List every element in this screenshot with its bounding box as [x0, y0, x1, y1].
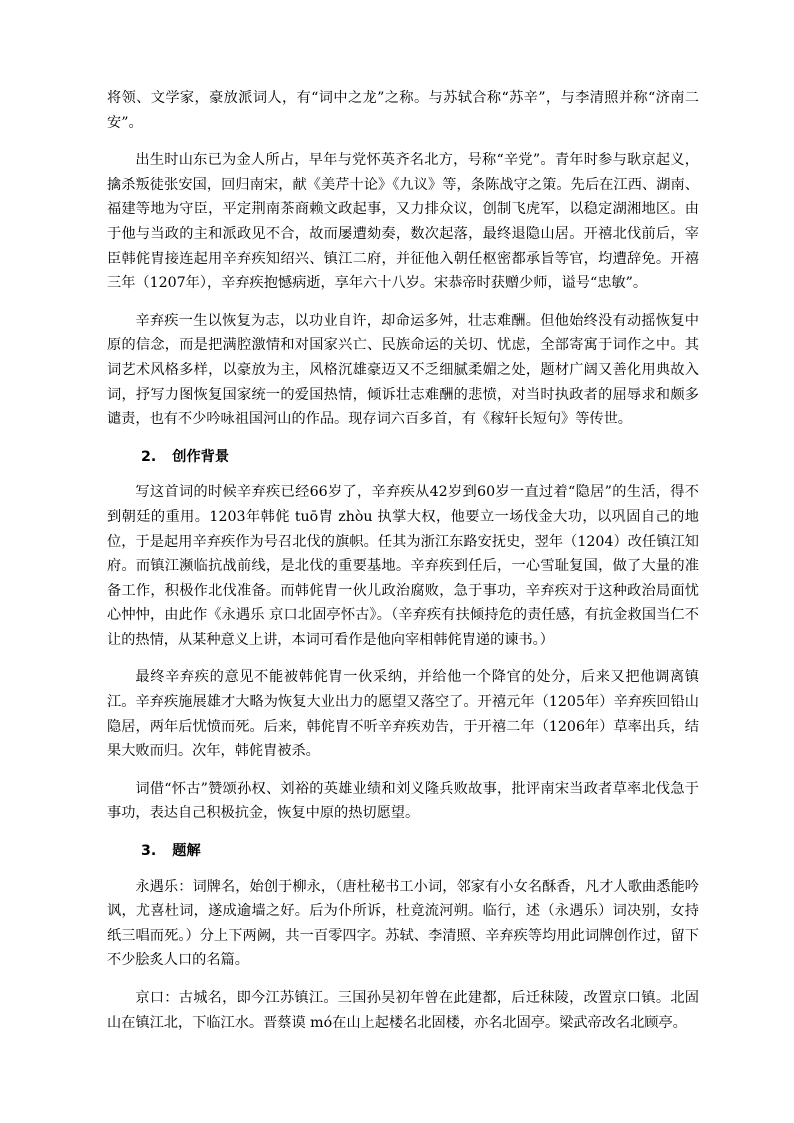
paragraph-background-3: 词借“怀古”赞颂孙权、刘裕的英雄业绩和刘义隆兵败故事，批评南宋当政者草率北伐急于事功，表达自己积极抗金，恢复中原的热切愿望。 — [107, 780, 699, 822]
document-page — [107, 86, 699, 1048]
paragraph-biography: 出生时山东已为金人所占，早年与党怀英齐名北方，号称“辛党”。青年时参与耿京起义，擒杀叛徒张安国，回归南宋，献《美芹十论》《九议》等，条陈战守之策。先后在江西、湖南、福建等地为守臣，平定荆南茶商赖文政起事，又力排众议，创制飞虎军，以稳定湖湘地区。由于他与当政的主和派政见不合，故而屡遭劾奏，数次起落，最终退隐山居。开禧北伐前后，宰臣韩侂胄接连起用辛弃疾知绍兴、镇江二府，并征他入朝任枢密都承旨等官，均遭辞免。开禧三年（1207年），辛弃疾抱憾病逝，享年六十八岁。宋恭帝时获赠少师，谥号“忠敏”。 — [107, 152, 699, 292]
section-number: 2. — [141, 448, 157, 465]
section-heading-background — [107, 445, 699, 470]
section-title: 创作背景 — [172, 448, 230, 465]
paragraph-intro-continued: 将领、文学家，豪放派词人，有“词中之龙”之称。与苏轼合称“苏辛”，与李清照并称“济南二安”。 — [107, 90, 699, 131]
section-heading-title-explanation — [107, 839, 699, 864]
paragraph-literary-style: 辛弃疾一生以恢复为志，以功业自许，却命运多舛，壮志难酬。但他始终没有动摇恢复中原的信念，而是把满腔激情和对国家兴亡、民族命运的关切、忧虑，全部寄寓于词作之中。其词艺术风格多样，以豪放为主，风格沉雄豪迈又不乏细腻柔媚之处，题材广阔又善化用典故入词，抒写力图恢复国家统一的爱国热情，倾诉壮志难酬的悲愤，对当时执政者的屈辱求和颇多谴责，也有不少吟咏祖国河山的作品。现存词六百多首，有《稼轩长短句》等传世。 — [107, 312, 699, 428]
paragraph-jingkou: 京口：古城名，即今江苏镇江。三国孙吴初年曾在此建都，后迁秣陵，改置京口镇。北固山在镇江北，下临江水。晋蔡谟 mó在山上起楼名北固楼，亦名北固亭。梁武帝改名北顾亭。 — [107, 990, 699, 1031]
section-number: 3. — [141, 843, 157, 860]
paragraph-background-1: 写这首词的时候辛弃疾已经66岁了，辛弃疾从42岁到60岁一直过着“隐居”的生活，得不到朝廷的重用。1203年韩侂 tuō胄 zhòu 执掌大权，他要立一场伐金大功，以巩固自己的地位，于是起用辛弃疾作为号召北伐的旗帜。任其为浙江东路安抚史，翌年（1204）改任镇江知府。而镇江濒临抗战前线，是北伐的重要基地。辛弃疾到任后，一心雪耻复国，做了大量的准备工作，积极作北伐准备。而韩侂胄一伙儿政治腐败，急于事功，辛弃疾对于这种政治局面忧心忡忡，由此作《永遇乐 京口北固亭怀古》。（辛弃疾有扶倾持危的责任感，有抗金救国当仁不让的热情，从某种意义上讲，本词可看作是他向宰相韩侂胄递的谏书。） — [107, 484, 699, 648]
paragraph-background-2: 最终辛弃疾的意见不能被韩侂胄一伙采纳，并给他一个降官的处分，后来又把他调离镇江。辛弃疾施展雄才大略为恢复大业出力的愿望又落空了。开禧元年（1205年）辛弃疾回铅山隐居，两年后忧愤而死。后来，韩侂胄不听辛弃疾劝告，于开禧二年（1206年）草率出兵，结果大败而归。次年，韩侂胄被杀。 — [107, 669, 699, 760]
section-title: 题解 — [172, 843, 201, 860]
paragraph-yongyule: 永遇乐：词牌名，始创于柳永，（唐杜秘书工小词，邻家有小女名酥香，凡才人歌曲悉能吟讽，尤喜杜词，遂成逾墙之好。后为仆所诉，杜竟流河朔。临行，述（永遇乐）词决别，女持纸三唱而死。）分上下两阙，共一百零四字。苏轼、李清照、辛弃疾等均用此词牌创作过，留下不少脍炙人口的名篇。 — [107, 878, 699, 969]
